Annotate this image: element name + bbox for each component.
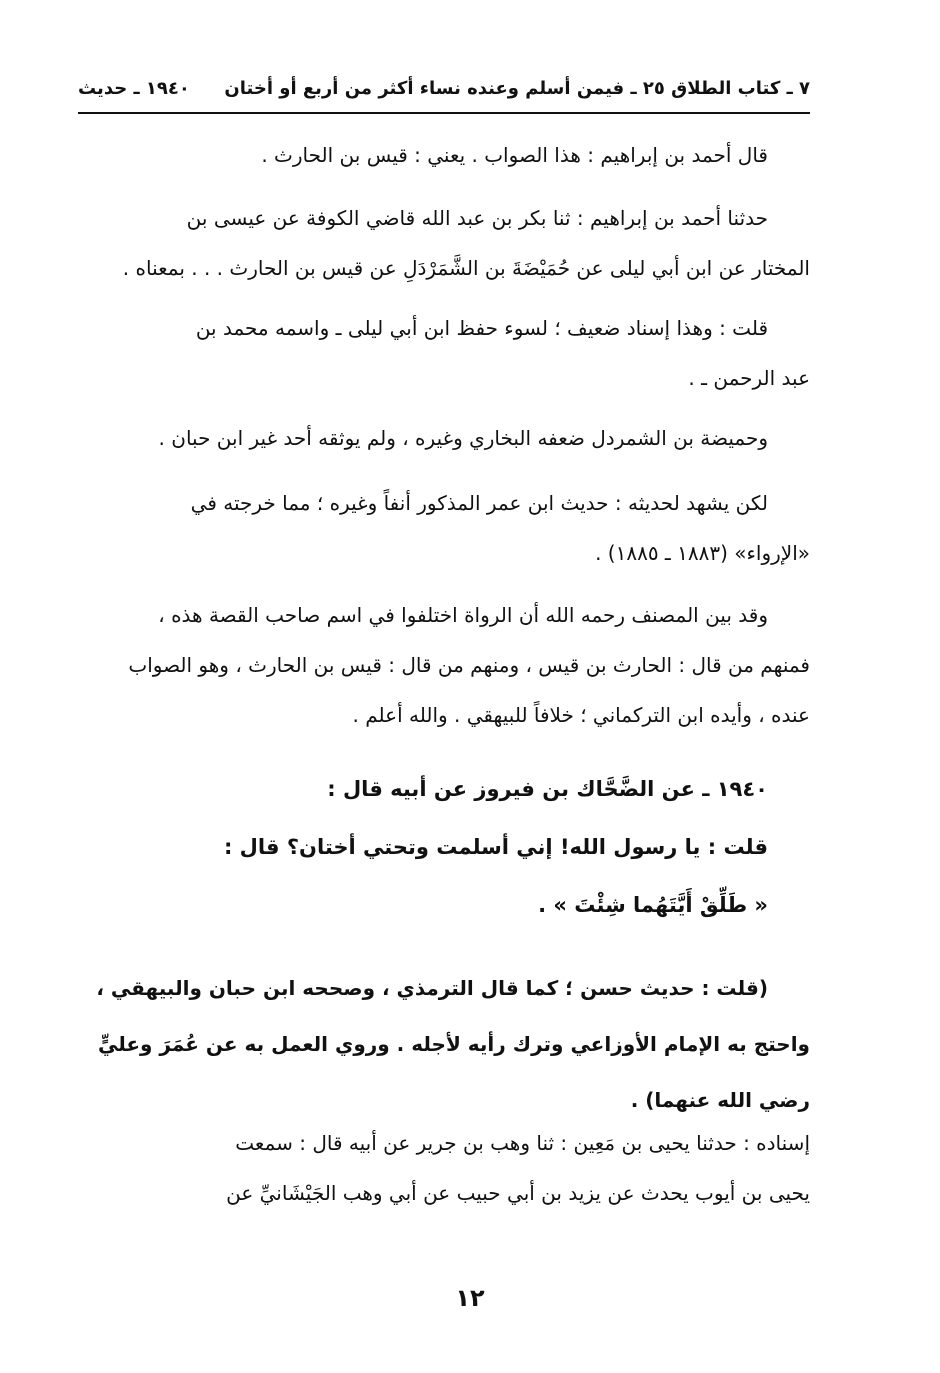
text-line: عنده ، وأيده ابن التركماني ؛ خلافاً للبيهقي . والله أعلم . bbox=[352, 703, 810, 727]
text-line: حدثنا أحمد بن إبراهيم : ثنا بكر بن عبد الله قاضي الكوفة عن عيسى بن bbox=[186, 206, 768, 230]
page-number: ١٢ bbox=[455, 1284, 485, 1312]
header-rule bbox=[78, 112, 810, 114]
header-chapter-title: ٧ ـ كتاب الطلاق ٢٥ ـ فيمن أسلم وعنده نساء أكثر من أربع أو أختان bbox=[224, 78, 810, 99]
text-line: رضي الله عنهما) . bbox=[630, 1088, 810, 1112]
paragraph-4 bbox=[78, 413, 810, 463]
paragraph-2 bbox=[78, 193, 810, 293]
hadith-line: « طَلِّقْ أَيَّتَهُما شِئْتَ » . bbox=[538, 893, 768, 917]
text-line: قال أحمد بن إبراهيم : هذا الصواب . يعني : قيس بن الحارث . bbox=[261, 143, 768, 167]
text-line: واحتج به الإمام الأوزاعي وترك رأيه لأجله . وروي العمل به عن عُمَرَ وعليٍّ bbox=[97, 1032, 810, 1056]
text-line: (قلت : حديث حسن ؛ كما قال الترمذي ، وصححه ابن حبان والبيهقي ، bbox=[96, 976, 768, 1000]
paragraph-6 bbox=[78, 590, 810, 740]
paragraph-5 bbox=[78, 478, 810, 578]
text-line: إسناده : حدثنا يحيى بن مَعِين : ثنا وهب بن جرير عن أبيه قال : سمعت bbox=[235, 1131, 810, 1155]
text-line: المختار عن ابن أبي ليلى عن حُمَيْضَةَ بن الشَّمَرْدَلِ عن قيس بن الحارث . . . بمعناه . bbox=[122, 256, 810, 280]
text-line: «الإرواء» (١٨٨٣ ـ ١٨٨٥) . bbox=[595, 541, 810, 565]
running-header bbox=[78, 68, 810, 112]
text-line: عبد الرحمن ـ . bbox=[688, 366, 810, 390]
text-line: لكن يشهد لحديثه : حديث ابن عمر المذكور أنفاً وغيره ؛ مما خرجته في bbox=[190, 491, 768, 515]
grading-note bbox=[78, 960, 810, 1128]
paragraph-1 bbox=[78, 130, 810, 180]
hadith-line: قلت : يا رسول الله! إني أسلمت وتحتي أختان؟ قال : bbox=[223, 835, 768, 859]
hadith-text bbox=[78, 760, 810, 934]
hadith-line: ١٩٤٠ ـ عن الضَّحَّاك بن فيروز عن أبيه قال : bbox=[327, 777, 768, 801]
paragraph-3 bbox=[78, 303, 810, 403]
text-line: وحميضة بن الشمردل ضعفه البخاري وغيره ، ولم يوثقه أحد غير ابن حبان . bbox=[158, 426, 768, 450]
text-line: قلت : وهذا إسناد ضعيف ؛ لسوء حفظ ابن أبي ليلى ـ واسمه محمد بن bbox=[195, 316, 768, 340]
text-line: وقد بين المصنف رحمه الله أن الرواة اختلفوا في اسم صاحب القصة هذه ، bbox=[158, 603, 768, 627]
text-line: فمنهم من قال : الحارث بن قيس ، ومنهم من قال : قيس بن الحارث ، وهو الصواب bbox=[128, 653, 810, 677]
header-hadith-number: ١٩٤٠ ـ حديث bbox=[78, 78, 190, 99]
isnad-paragraph bbox=[78, 1118, 810, 1218]
text-line: يحيى بن أيوب يحدث عن يزيد بن أبي حبيب عن أبي وهب الجَيْشَانيِّ عن bbox=[226, 1181, 810, 1205]
